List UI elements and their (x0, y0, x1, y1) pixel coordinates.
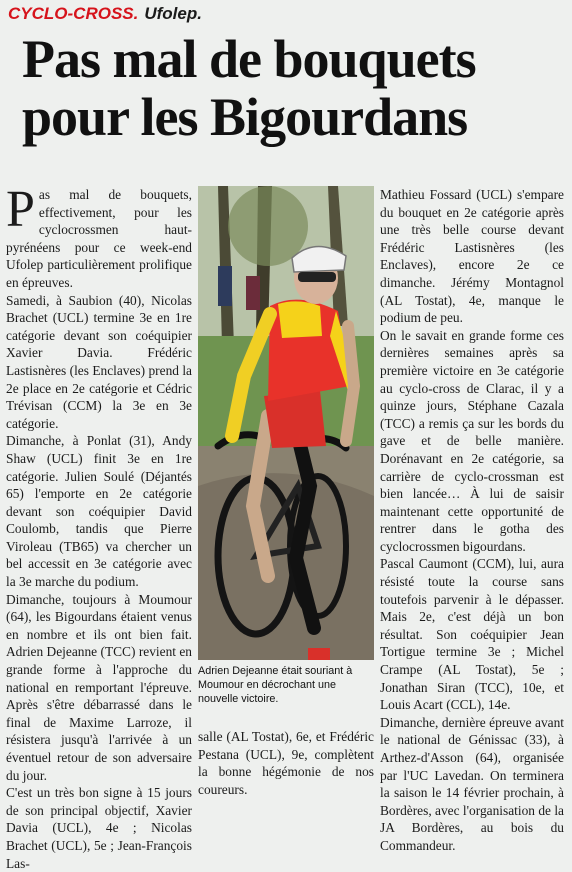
article-column-1 (6, 181, 192, 871)
paragraph: Dimanche, toujours à Moumour (64), les Bigourdans étaient venus en nombre et ils ont bien fait. Adrien Dejeanne (TCC) revient en grande forme à l'approche du national en remportant l'épreuve. Après s'être débarrassé dans le final de Maxime Larroze, il résistera jusqu'à l'arrivée à un éventuel retour de son adversaire du jour. (6, 591, 192, 783)
section-label: CYCLO-CROSS. (8, 4, 139, 23)
subsection-label: Ufolep. (144, 4, 202, 23)
paragraph: Pas mal de bouquets, effectivement, pour les cyclocrossmen haut-pyrénéens pour ce week-end Ufolep particulièrement prolifique en épreuves. (6, 181, 192, 290)
drop-cap: P (6, 181, 35, 238)
article-column-3 (380, 186, 564, 853)
paragraph: Dimanche, dernière épreuve avant le national de Génissac (33), à Arthez-d'Asson (64), organisée par l'UC Lavedan. On terminera la saison le 14 février prochain, à Bordères, avec l'organisation de la JA Bordères, au bois du Commandeur. (380, 714, 564, 853)
photo-caption: Adrien Dejeanne était souriant à Moumour en décrochant une nouvelle victoire. (198, 665, 353, 705)
paragraph: Mathieu Fossard (UCL) s'empare du bouquet en 2e catégorie après une très belle course devant Frédéric Lastisnères (les Enclaves), encore 2e ce dimanche. Jérémy Montagnol (AL Tostat), 4e, manque le podium de peu. (380, 187, 564, 326)
paragraph: Samedi, à Saubion (40), Nicolas Brachet (UCL) termine 3e en 1re catégorie devant son coéquipier Xavier Davia. Frédéric Lastisnères (les Enclaves) prend la 2e place en 2e catégorie et Cédric Trévisan (CCM) la 3e en 3e catégorie. (6, 292, 192, 431)
paragraph: Dimanche, à Ponlat (31), Andy Shaw (UCL) finit 3e en 1re catégorie. Julien Soulé (Déjantés 65) l'emporte en 2e catégorie devant son coéquipier David Coulomb, tandis que Pierre Viroleau (TB65) va chercher un bel accessit en 3e catégorie avec la 3e marche du podium. (6, 433, 192, 590)
paragraph: C'est un très bon signe à 15 jours de son principal objectif, Xavier Davia (UCL), 4e ; Nicolas Brachet (UCL), 5e ; Jean-François Las- (6, 785, 192, 871)
headline-line-2: pour les Bigourdans (22, 87, 468, 147)
headline-line-1: Pas mal de bouquets (22, 29, 476, 89)
cyclist-photo-illustration (198, 186, 374, 660)
paragraph: On le savait en grande forme ces dernières semaines après sa première victoire en 3e catégorie au cyclo-cross de Clarac, il y a quinze jours, Stéphane Cazala (TCC) a remis ça sur les bords du gave et de belle manière. Dorénavant en 2e catégorie, sa carrière de cyclo-crossman est bien lancée… À lui de saisir maintenant cette opportunité de rentrer dans le gotha des cyclocrossmen bigourdans. (380, 327, 564, 554)
article-column-2 (198, 728, 374, 800)
article-photo (198, 186, 374, 660)
section-kicker (8, 4, 202, 26)
paragraph: Pascal Caumont (CCM), lui, aura résisté toute la course sans toutefois parvenir à le dépasser. Mais 2e, c'est déjà un bon résultat. Son coéquipier Jean Tortigue termine 3e ; Michel Crampe (AL Tostat), 5e ; Jonathan Siran (TCC), 10e, et Louis Acart (CCL), 14e. (380, 556, 564, 713)
paragraph: salle (AL Tostat), 6e, et Frédéric Pestana (UCL), 9e, complètent la bonne hégémonie de nos coureurs. (198, 729, 374, 797)
article-headline (22, 30, 552, 146)
